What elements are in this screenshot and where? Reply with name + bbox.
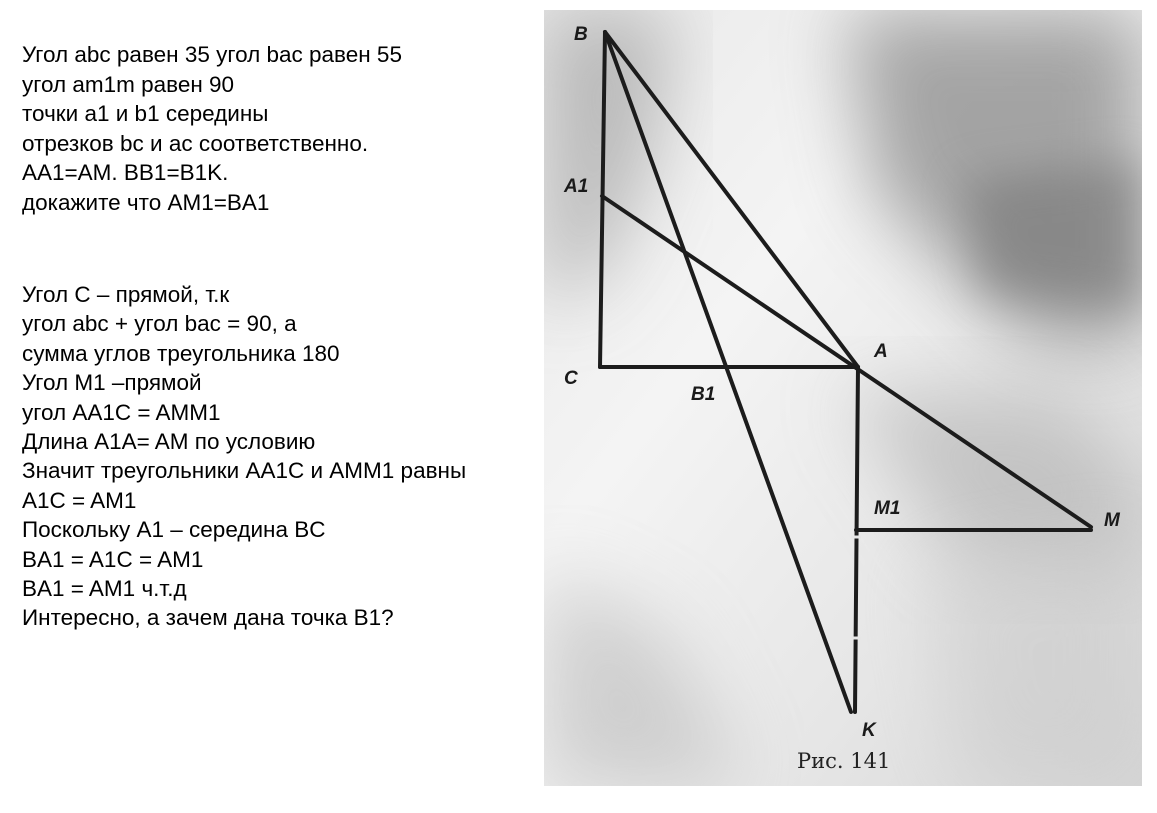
- solution-line: Поскольку A1 – середина BC: [22, 517, 326, 543]
- solution-line: Значит треугольники AA1C и AMM1 равны: [22, 458, 467, 484]
- problem-line: Угол abc равен 35 угол bac равен 55: [22, 42, 402, 67]
- point-label-b1: B1: [691, 384, 716, 405]
- solution-line: угол AA1C = AMM1: [22, 399, 221, 425]
- point-label-a: A: [874, 341, 888, 362]
- geometry-diagram: [544, 10, 1142, 786]
- point-label-c: C: [564, 368, 578, 389]
- point-label-m1: M1: [874, 498, 901, 519]
- problem-line: отрезков bc и ac соответственно.: [22, 130, 369, 156]
- solution-line: A1C = AM1: [22, 487, 137, 513]
- solution-line: Угол M1 –прямой: [22, 370, 202, 396]
- problem-line: докажите что AM1=BA1: [22, 189, 270, 215]
- solution-line: Интересно, а зачем дана точка B1?: [22, 605, 394, 631]
- solution-line: BA1 = A1C = AM1: [22, 546, 204, 572]
- solution-line: Длина A1A= AM по условию: [22, 429, 316, 455]
- point-label-m: M: [1104, 510, 1120, 531]
- point-label-b: B: [574, 24, 588, 45]
- point-label-k: K: [862, 720, 876, 741]
- solution-line: сумма углов треугольника 180: [22, 340, 340, 366]
- geometry-figure-photo: [544, 10, 1142, 786]
- figure-caption: Рис. 141: [797, 749, 891, 773]
- problem-statement: [22, 40, 542, 217]
- solution-line: угол abc + угол bac = 90, а: [22, 311, 297, 337]
- problem-line: AA1=AM. BB1=B1K.: [22, 160, 229, 185]
- solution-text: [22, 280, 542, 633]
- solution-line: BA1 = AM1 ч.т.д: [22, 576, 187, 602]
- point-label-a1: A1: [564, 176, 589, 197]
- problem-line: угол am1m равен 90: [22, 71, 235, 97]
- problem-line: точки a1 и b1 середины: [22, 101, 269, 126]
- solution-line: Угол С – прямой, т.к: [22, 282, 230, 307]
